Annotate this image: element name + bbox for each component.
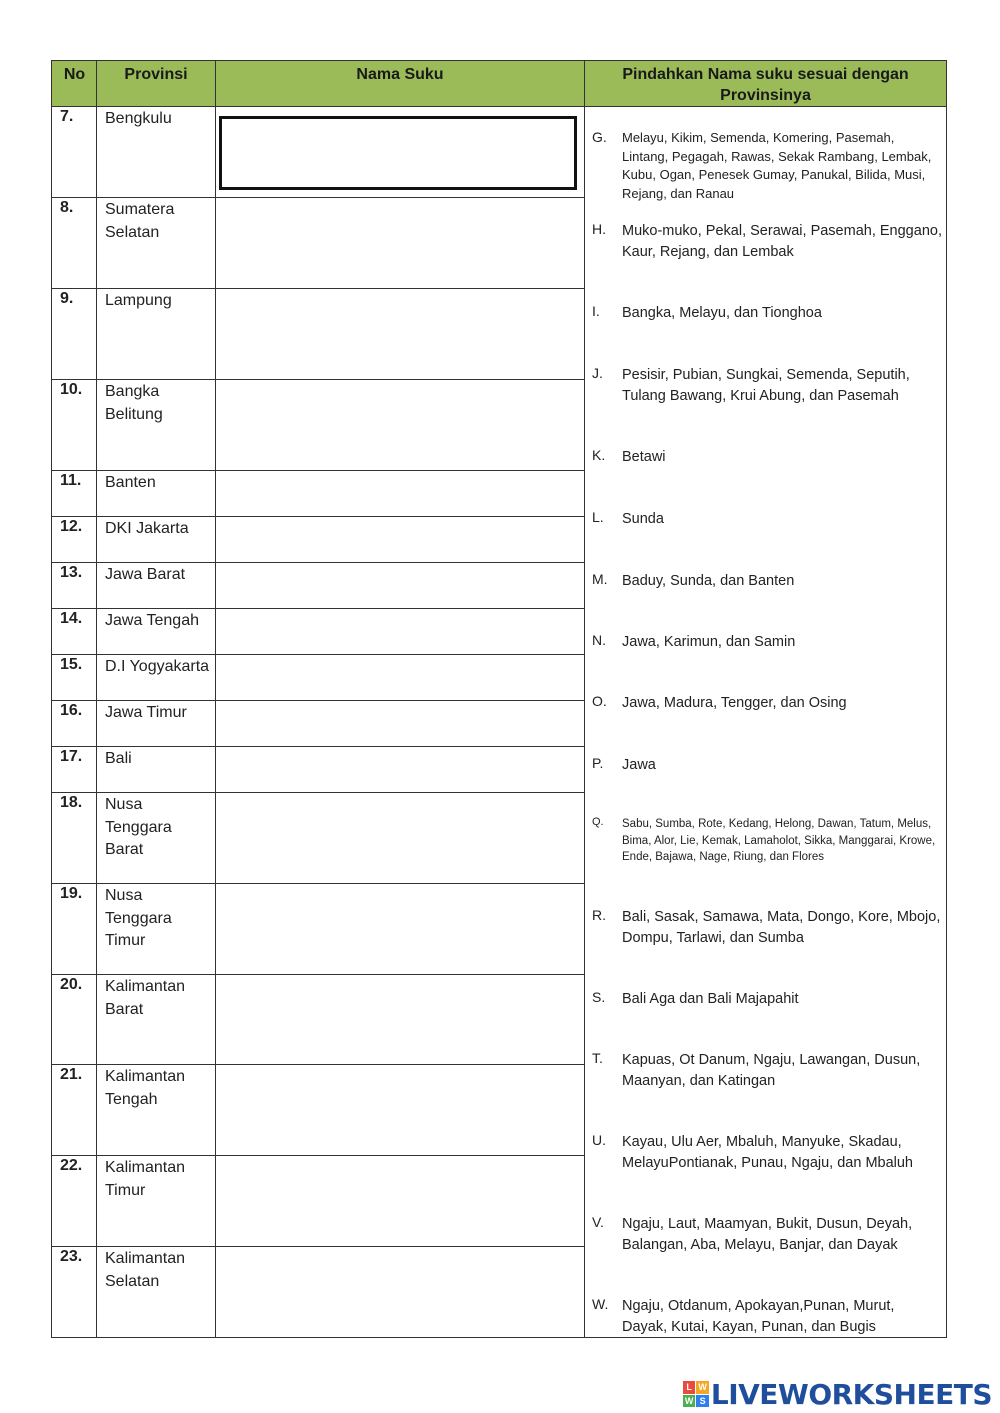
province-name: Jawa Tengah xyxy=(105,612,199,629)
province-name: Bengkulu xyxy=(105,110,172,127)
nama-suku-cell[interactable] xyxy=(216,563,584,609)
table-row xyxy=(52,609,584,655)
table-row xyxy=(52,747,584,793)
table-row xyxy=(52,380,584,471)
table-row xyxy=(52,655,584,701)
province-name: Kalimantan Tengah xyxy=(105,1068,186,1108)
header-provinsi: Provinsi xyxy=(124,66,188,83)
header-instruction: Pindahkan Nama suku sesuai dengan Provinsinya xyxy=(622,66,909,104)
worksheet-table xyxy=(51,60,947,1338)
province-name: DKI Jakarta xyxy=(105,520,189,537)
option-text: Jawa, Madura, Tengger, dan Osing xyxy=(622,695,847,711)
row-number: 19. xyxy=(60,885,83,902)
nama-suku-cell[interactable] xyxy=(216,609,584,655)
province-name: Kalimantan Timur xyxy=(105,1159,186,1199)
province-name: Kalimantan Barat xyxy=(105,978,186,1018)
option-letter: U. xyxy=(592,1132,606,1148)
row-number: 22. xyxy=(60,1157,83,1174)
option-letter: N. xyxy=(592,632,606,648)
row-number: 14. xyxy=(60,610,83,627)
option-text: Sabu, Sumba, Rote, Kedang, Helong, Dawan, Tatum, Melus, Bima, Alor, Lie, Kemak, Lamaholot, Sikka, Manggarai, Krowe, Ende, Bajawa, Nage, Riung, dan Flores xyxy=(622,818,936,863)
option-letter: P. xyxy=(592,755,604,771)
row-number: 21. xyxy=(60,1066,83,1083)
table-header xyxy=(52,61,946,107)
option-text: Sunda xyxy=(622,511,664,527)
option-text: Jawa xyxy=(622,757,656,773)
nama-suku-cell[interactable] xyxy=(216,471,584,517)
logo-tile: W xyxy=(698,1382,707,1392)
nama-suku-cell[interactable] xyxy=(216,747,584,793)
option-text: Bali Aga dan Bali Majapahit xyxy=(622,991,799,1007)
row-number: 16. xyxy=(60,702,83,719)
nama-suku-cell[interactable] xyxy=(216,289,584,380)
row-number: 10. xyxy=(60,381,83,398)
logo-icon xyxy=(683,1381,709,1407)
table-row xyxy=(52,701,584,747)
province-name: Sumatera Selatan xyxy=(105,201,175,241)
province-name: Jawa Timur xyxy=(105,704,187,721)
province-name: Jawa Barat xyxy=(105,566,186,583)
table-row xyxy=(52,1065,584,1156)
option-text: Kapuas, Ot Danum, Ngaju, Lawangan, Dusun, Maanyan, dan Katingan xyxy=(622,1052,921,1089)
option-letter: I. xyxy=(592,303,600,319)
option-text: Ngaju, Otdanum, Apokayan,Punan, Murut, Dayak, Kutai, Kayan, Punan, dan Bugis xyxy=(622,1298,895,1335)
province-name: Banten xyxy=(105,474,156,491)
table-row xyxy=(52,471,584,517)
header-no: No xyxy=(63,66,86,83)
row-number: 12. xyxy=(60,518,83,535)
row-number: 23. xyxy=(60,1248,83,1265)
brand-name: LIVEWORKSHEETS xyxy=(710,1377,992,1411)
option-letter: R. xyxy=(592,907,606,923)
option-letter: V. xyxy=(592,1214,604,1230)
row-number: 7. xyxy=(60,108,74,125)
row-number: 8. xyxy=(60,199,74,216)
option-text: Muko-muko, Pekal, Serawai, Pasemah, Enggano, Kaur, Rejang, dan Lembak xyxy=(622,223,942,260)
province-name: Nusa Tenggara Timur xyxy=(105,887,172,949)
logo-tile: W xyxy=(684,1395,694,1406)
table-row xyxy=(52,517,584,563)
row-number: 17. xyxy=(60,748,83,765)
nama-suku-cell[interactable] xyxy=(216,380,584,471)
nama-suku-cell[interactable] xyxy=(216,701,584,747)
option-text: Bali, Sasak, Samawa, Mata, Dongo, Kore, Mbojo, Dompu, Tarlawi, dan Sumba xyxy=(622,909,941,946)
row-number: 9. xyxy=(60,290,74,307)
table-row xyxy=(52,975,584,1065)
table-row xyxy=(52,289,584,380)
table-row xyxy=(52,563,584,609)
table-row xyxy=(52,1247,584,1338)
row-number: 15. xyxy=(60,656,83,673)
province-name: D.I Yogyakarta xyxy=(105,658,210,675)
option-letter: O. xyxy=(592,693,607,709)
option-text: Baduy, Sunda, dan Banten xyxy=(622,573,795,589)
option-letter: S. xyxy=(592,989,606,1005)
nama-suku-cell[interactable] xyxy=(216,198,584,289)
option-letter: G. xyxy=(592,129,607,145)
row-number: 20. xyxy=(60,976,83,993)
nama-suku-cell[interactable] xyxy=(216,884,584,975)
option-text: Pesisir, Pubian, Sungkai, Semenda, Seputih, Tulang Bawang, Krui Abung, dan Pasemah xyxy=(622,367,910,404)
column-divider xyxy=(584,61,585,1337)
option-text: Bangka, Melayu, dan Tionghoa xyxy=(622,305,822,321)
option-letter: L. xyxy=(592,509,604,525)
province-name: Lampung xyxy=(105,292,172,309)
province-name: Bangka Belitung xyxy=(105,383,163,423)
row-number: 18. xyxy=(60,794,83,811)
option-letter: J. xyxy=(592,365,603,381)
option-text: Jawa, Karimun, dan Samin xyxy=(622,634,796,650)
row-number: 11. xyxy=(60,472,82,489)
table-row xyxy=(52,198,584,289)
logo-tile: S xyxy=(696,1395,709,1408)
answer-drop-box[interactable] xyxy=(219,116,577,190)
logo-tile: L xyxy=(683,1381,696,1394)
province-name: Bali xyxy=(105,750,132,767)
nama-suku-cell[interactable] xyxy=(216,1247,584,1338)
option-letter: H. xyxy=(592,221,606,237)
province-name: Kalimantan Selatan xyxy=(105,1250,186,1290)
table-row xyxy=(52,884,584,975)
option-letter: M. xyxy=(592,571,608,587)
nama-suku-cell[interactable] xyxy=(216,1065,584,1156)
option-text: Betawi xyxy=(622,449,666,465)
table-row xyxy=(52,793,584,884)
table-row xyxy=(52,1156,584,1247)
option-letter: K. xyxy=(592,447,606,463)
nama-suku-cell[interactable] xyxy=(216,793,584,884)
nama-suku-cell[interactable] xyxy=(216,655,584,701)
province-name: Nusa Tenggara Barat xyxy=(105,796,172,858)
option-text: Melayu, Kikim, Semenda, Komering, Pasemah, Lintang, Pegagah, Rawas, Sekak Rambang, Lembak, Kubu, Ogan, Penesek Gumay, Panukal, Bilida, Musi, Rejang, dan Ranau xyxy=(622,130,932,201)
nama-suku-cell[interactable] xyxy=(216,975,584,1065)
row-number: 13. xyxy=(60,564,83,581)
nama-suku-cell[interactable] xyxy=(216,1156,584,1247)
header-nama-suku: Nama Suku xyxy=(356,66,444,83)
brand-logo xyxy=(683,1377,992,1411)
option-text: Kayau, Ulu Aer, Mbaluh, Manyuke, Skadau, MelayuPontianak, Punau, Ngaju, dan Mbaluh xyxy=(622,1134,913,1171)
option-text: Ngaju, Laut, Maamyan, Bukit, Dusun, Deyah, Balangan, Aba, Melayu, Banjar, dan Dayak xyxy=(622,1216,913,1253)
nama-suku-cell[interactable] xyxy=(216,517,584,563)
option-letter: Q. xyxy=(592,816,604,828)
option-letter: W. xyxy=(592,1296,609,1312)
option-letter: T. xyxy=(592,1050,603,1066)
